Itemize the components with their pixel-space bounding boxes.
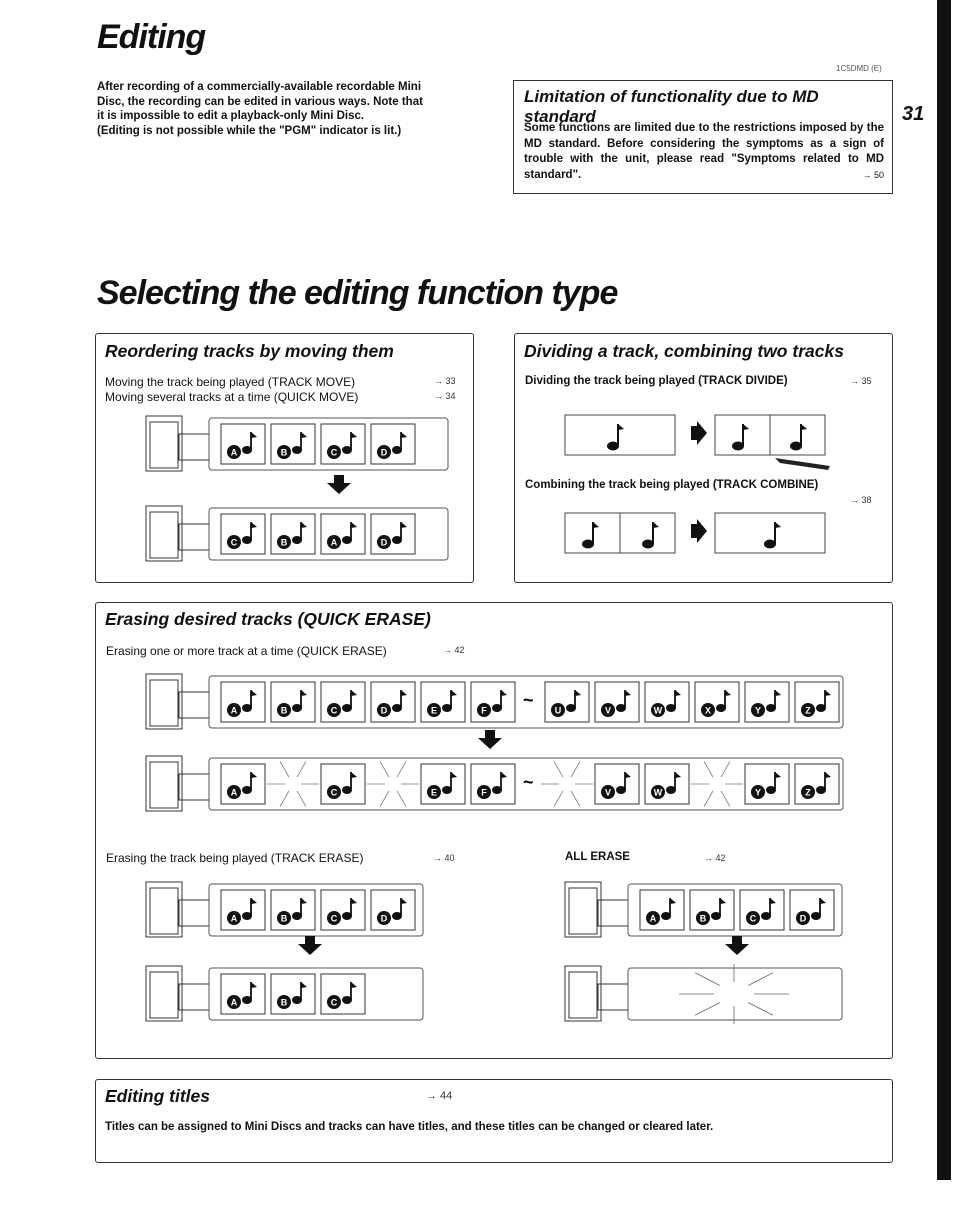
track-letter-badge	[227, 785, 241, 799]
music-note-icon	[292, 898, 307, 920]
down-arrow-icon	[725, 944, 749, 955]
track-cell	[695, 682, 739, 722]
track-letter-badge	[701, 703, 715, 717]
track-letter-badge	[277, 703, 291, 717]
quick-erase-before-display	[145, 668, 845, 738]
track-letter-badge	[227, 995, 241, 1009]
track-letter-badge	[751, 785, 765, 799]
music-note-icon	[342, 772, 357, 794]
track-letter-badge	[551, 703, 565, 717]
erase-ref1: → 42	[443, 645, 465, 655]
svg-text:A: A	[230, 787, 238, 798]
track-letter-badge	[477, 703, 491, 717]
track-cell	[271, 890, 315, 930]
track-cell	[221, 514, 265, 554]
svg-text:C: C	[330, 447, 338, 458]
blank-display	[679, 964, 789, 1024]
limitation-body: Some functions are limited due to the restrictions imposed by the MD standard. Before considering the symptoms as a sign of trouble with the unit, please read "Symptoms related to MD standard".	[524, 122, 884, 181]
svg-text:D: D	[380, 447, 388, 458]
svg-text:F: F	[481, 787, 487, 798]
track-cell	[795, 682, 839, 722]
music-note-icon	[342, 982, 357, 1004]
track-letter-badge	[277, 535, 291, 549]
track-cell	[595, 764, 639, 804]
titles-ref: → 44	[426, 1090, 453, 1102]
svg-text:B: B	[280, 537, 288, 548]
music-note-icon	[761, 898, 776, 920]
track-cell	[371, 890, 415, 930]
track-cell	[640, 890, 684, 930]
intro-line: it is impossible to edit a playback-only Mini Disc.	[97, 110, 365, 122]
down-arrow-icon	[298, 944, 322, 955]
track-letter-badge	[651, 703, 665, 717]
track-cell	[221, 682, 265, 722]
svg-text:W: W	[653, 705, 663, 716]
track-cell	[267, 761, 319, 806]
music-note-icon	[766, 772, 781, 794]
svg-text:C: C	[330, 705, 338, 716]
range-tilde: ~	[523, 772, 534, 792]
track-letter-badge	[327, 703, 341, 717]
music-note-icon	[607, 424, 624, 451]
svg-text:A: A	[330, 537, 338, 548]
reorder-ref1: → 33	[434, 376, 456, 386]
down-arrow-icon	[327, 483, 351, 494]
music-note-icon	[392, 898, 407, 920]
knife-icon	[775, 458, 830, 470]
track-cell	[321, 424, 365, 464]
svg-text:B: B	[699, 913, 707, 924]
music-note-icon	[392, 522, 407, 544]
svg-text:A: A	[649, 913, 657, 924]
divide-ref2: → 38	[850, 495, 872, 505]
track-letter-badge	[377, 535, 391, 549]
music-note-icon	[292, 690, 307, 712]
track-letter-badge	[696, 911, 710, 925]
music-note-icon	[711, 898, 726, 920]
track-frame	[565, 415, 675, 455]
music-note-icon	[766, 690, 781, 712]
track-letter-badge	[746, 911, 760, 925]
limitation-ref: → 50	[862, 169, 884, 180]
track-cell	[740, 890, 784, 930]
combine-diagram	[560, 508, 840, 558]
track-letter-badge	[327, 911, 341, 925]
music-note-icon	[392, 690, 407, 712]
right-arrow-icon	[691, 519, 707, 543]
track-letter-badge	[377, 703, 391, 717]
music-note-icon	[342, 432, 357, 454]
music-note-icon	[764, 522, 781, 549]
music-note-icon	[616, 690, 631, 712]
music-note-icon	[566, 690, 581, 712]
track-cell	[691, 761, 743, 806]
track-letter-badge	[801, 703, 815, 717]
titles-box	[95, 1079, 893, 1163]
track-cell	[371, 514, 415, 554]
track-letter-badge	[377, 445, 391, 459]
track-cell	[421, 764, 465, 804]
track-letter-badge	[601, 785, 615, 799]
all-erase-label: ALL ERASE	[565, 851, 630, 863]
svg-text:A: A	[230, 705, 238, 716]
limitation-text	[524, 121, 884, 183]
svg-text:B: B	[280, 997, 288, 1008]
all-erase-before-display	[564, 876, 844, 946]
intro-text	[97, 80, 482, 138]
music-note-icon	[582, 522, 599, 549]
svg-text:Y: Y	[754, 705, 762, 716]
track-cell	[371, 424, 415, 464]
music-note-icon	[342, 690, 357, 712]
track-letter-badge	[227, 703, 241, 717]
track-erase-label: Erasing the track being played (TRACK ERASE)	[106, 851, 364, 865]
svg-text:Z: Z	[805, 787, 811, 798]
track-letter-badge	[227, 911, 241, 925]
limitation-box	[513, 80, 893, 194]
music-note-icon	[242, 772, 257, 794]
track-cell	[471, 764, 515, 804]
track-letter-badge	[227, 445, 241, 459]
section-title: Selecting the editing function type	[97, 274, 618, 312]
track-letter-badge	[427, 785, 441, 799]
music-note-icon	[242, 898, 257, 920]
track-cell	[545, 682, 589, 722]
right-arrow-icon	[691, 421, 707, 445]
music-note-icon	[442, 772, 457, 794]
music-note-icon	[666, 772, 681, 794]
track-letter-badge	[277, 995, 291, 1009]
svg-text:C: C	[749, 913, 757, 924]
erase-ref2: → 40	[433, 853, 455, 863]
track-cell	[367, 761, 419, 806]
track-cell	[271, 682, 315, 722]
track-letter-badge	[227, 535, 241, 549]
music-note-icon	[342, 522, 357, 544]
music-note-icon	[642, 522, 659, 549]
svg-text:C: C	[330, 787, 338, 798]
svg-text:B: B	[280, 447, 288, 458]
svg-text:A: A	[230, 447, 238, 458]
music-note-icon	[392, 432, 407, 454]
track-cell	[645, 764, 689, 804]
track-erase-after-display	[145, 960, 425, 1030]
svg-text:C: C	[330, 913, 338, 924]
page-number: 31	[902, 103, 925, 125]
track-cell	[795, 764, 839, 804]
track-cell	[271, 974, 315, 1014]
music-note-icon	[242, 432, 257, 454]
svg-text:W: W	[653, 787, 663, 798]
music-note-icon	[242, 982, 257, 1004]
music-note-icon	[292, 982, 307, 1004]
down-arrow-icon	[478, 738, 502, 749]
music-note-icon	[342, 898, 357, 920]
svg-text:U: U	[554, 705, 562, 716]
page-edge-bar	[937, 0, 951, 1180]
track-cell	[271, 424, 315, 464]
svg-text:B: B	[280, 913, 288, 924]
svg-text:E: E	[430, 787, 438, 798]
track-letter-badge	[327, 785, 341, 799]
track-erase-before-display	[145, 876, 425, 946]
track-cell	[221, 424, 265, 464]
music-note-icon	[816, 690, 831, 712]
track-letter-badge	[327, 995, 341, 1009]
music-note-icon	[292, 432, 307, 454]
music-note-icon	[666, 690, 681, 712]
music-note-icon	[811, 898, 826, 920]
track-letter-badge	[277, 911, 291, 925]
svg-text:V: V	[604, 705, 612, 716]
svg-text:B: B	[280, 705, 288, 716]
reorder-title: Reordering tracks by moving them	[105, 341, 394, 361]
track-letter-badge	[427, 703, 441, 717]
track-cell	[321, 514, 365, 554]
divide-diagram	[560, 410, 840, 470]
track-letter-badge	[601, 703, 615, 717]
intro-line: After recording of a commercially-available recordable Mini	[97, 81, 422, 93]
track-letter-badge	[651, 785, 665, 799]
track-cell	[221, 764, 265, 804]
svg-text:E: E	[430, 705, 438, 716]
reorder-ref2: → 34	[434, 391, 456, 401]
music-note-icon	[242, 522, 257, 544]
music-note-icon	[242, 690, 257, 712]
music-note-icon	[661, 898, 676, 920]
music-note-icon	[790, 424, 807, 451]
erase-title: Erasing desired tracks (QUICK ERASE)	[105, 609, 431, 629]
track-cell	[421, 682, 465, 722]
track-cell	[645, 682, 689, 722]
all-erase-after-display	[564, 960, 844, 1030]
doc-code: 1C5DMD (E)	[836, 64, 882, 73]
limitation-title: Limitation of functionality due to MD standard	[524, 87, 819, 126]
divide-line1: Dividing the track being played (TRACK DIVIDE)	[525, 375, 788, 387]
intro-line: (Editing is not possible while the "PGM" indicator is lit.)	[97, 124, 402, 137]
svg-text:D: D	[380, 913, 388, 924]
reorder-line1: Moving the track being played (TRACK MOVE)	[105, 375, 356, 389]
intro-line: Disc, the recording can be edited in various ways. Note that	[97, 95, 423, 108]
track-cell	[221, 890, 265, 930]
track-cell	[690, 890, 734, 930]
music-note-icon	[292, 522, 307, 544]
page-title: Editing	[97, 18, 206, 56]
svg-text:D: D	[799, 913, 807, 924]
svg-text:V: V	[604, 787, 612, 798]
svg-text:A: A	[230, 997, 238, 1008]
track-cell	[321, 890, 365, 930]
md-unit-icon	[565, 966, 842, 1021]
divide-line2: Combining the track being played (TRACK COMBINE)	[525, 479, 819, 491]
reorder-before-display	[145, 410, 450, 480]
track-cell	[595, 682, 639, 722]
music-note-icon	[816, 772, 831, 794]
titles-title: Editing titles	[105, 1086, 210, 1106]
music-note-icon	[616, 772, 631, 794]
track-letter-badge	[327, 535, 341, 549]
music-note-icon	[732, 424, 749, 451]
svg-text:D: D	[380, 705, 388, 716]
svg-text:C: C	[230, 537, 238, 548]
track-cell	[745, 682, 789, 722]
track-cell	[321, 682, 365, 722]
svg-text:Y: Y	[754, 787, 762, 798]
track-cell	[371, 682, 415, 722]
reorder-line2: Moving several tracks at a time (QUICK MOVE)	[105, 390, 359, 404]
erase-ref3: → 42	[704, 853, 726, 863]
titles-text: Titles can be assigned to Mini Discs and tracks can have titles, and these titles can be changed or cleared later.	[105, 1121, 714, 1133]
track-cell	[790, 890, 834, 930]
music-note-icon	[442, 690, 457, 712]
track-letter-badge	[277, 445, 291, 459]
music-note-icon	[716, 690, 731, 712]
erase-line1: Erasing one or more track at a time (QUICK ERASE)	[106, 644, 387, 658]
track-letter-badge	[477, 785, 491, 799]
track-cell	[321, 764, 365, 804]
quick-erase-after-display	[145, 750, 845, 820]
track-letter-badge	[377, 911, 391, 925]
svg-text:D: D	[380, 537, 388, 548]
track-cell	[745, 764, 789, 804]
music-note-icon	[492, 772, 507, 794]
svg-text:C: C	[330, 997, 338, 1008]
track-cell	[221, 974, 265, 1014]
svg-text:Z: Z	[805, 705, 811, 716]
svg-text:A: A	[230, 913, 238, 924]
track-letter-badge	[801, 785, 815, 799]
range-tilde: ~	[523, 690, 534, 710]
track-cell	[471, 682, 515, 722]
track-cell	[321, 974, 365, 1014]
divide-ref1: → 35	[850, 376, 872, 386]
track-cell	[271, 514, 315, 554]
track-letter-badge	[796, 911, 810, 925]
divide-title: Dividing a track, combining two tracks	[524, 341, 844, 361]
track-letter-badge	[751, 703, 765, 717]
reorder-after-display	[145, 500, 450, 570]
music-note-icon	[492, 690, 507, 712]
svg-text:F: F	[481, 705, 487, 716]
track-letter-badge	[327, 445, 341, 459]
track-cell	[541, 761, 593, 806]
svg-text:X: X	[704, 705, 712, 716]
track-letter-badge	[646, 911, 660, 925]
